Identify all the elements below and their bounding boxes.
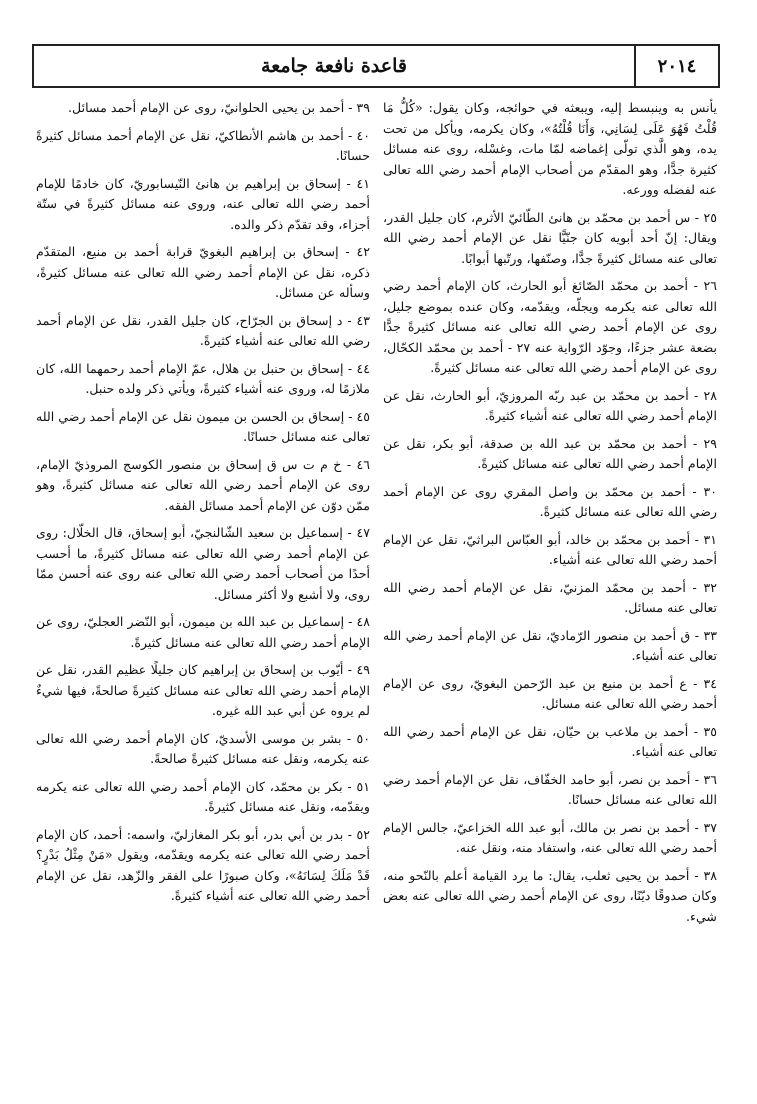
- running-title: قاعدة نافعة جامعة: [261, 55, 407, 77]
- paragraph: ٤٠ - أحمد بن هاشم الأنطاكيّ، نقل عن الإمام أحمد مسائل كثيرةً حسانًا.: [36, 127, 370, 163]
- paragraph: ٣٠ - أحمد بن محمّد بن واصل المقري روى عن الإمام أحمد رضي الله تعالى عنه مسائل كثيرةً.: [383, 483, 717, 519]
- paragraph: ٢٦ - أحمد بن محمّد الصّائغ أبو الحارث، كان الإمام أحمد رضي الله تعالى عنه يكرمه ويجلّه، ويقدّمه، وكان عنده بموضع جليل، روى عن الإمام أحمد رضي الله تعالى عنه مسائل كثيرةً جدًّا بضعة عشر جزءًا، وجوّد الرّواية عنه ٢٧ - أحمد بن محمّد الكحّال، روى عن الإمام أحمد رضي الله تعالى عنه مسائل كثيرةً.: [383, 278, 717, 375]
- paragraph: ٣٥ - أحمد بن ملاعب بن حيّان، نقل عن الإمام أحمد رضي الله تعالى عنه أشياء.: [383, 723, 717, 759]
- paragraph: ٤٦ - خ م ت س ق إسحاق بن منصور الكوسج المروذيّ الإمام، روى عن الإمام أحمد رضي الله تعالى عنه مسائل كثيرةً، وهو ممّن دوّن عن الإمام أحمد مسائل الفقه.: [36, 456, 370, 513]
- paragraph: ٣٢ - أحمد بن محمّد المزنيّ، نقل عن الإمام أحمد رضي الله تعالى عنه مسائل.: [383, 579, 717, 615]
- paragraph: ٥٢ - بدر بن أبي بدر، أبو بكر المغازليّ، واسمه: أحمد، كان الإمام أحمد رضي الله تعالى عنه يكرمه ويقدّمه، ويقول «مَنْ مِثْلُ بَدْرٍ؟ قَدْ مَلَكَ لِسَانَهُ»، وكان صبورًا على الفقر والزّهد، نقل عن الإمام أحمد رضي الله تعالى عنه أشياء كثيرةً.: [36, 826, 370, 903]
- paragraph: ٣٦ - أحمد بن نصر، أبو حامد الخفّاف، نقل عن الإمام أحمد رضي الله تعالى عنه مسائل حسانًا.: [383, 771, 717, 807]
- paragraph: ٣١ - أحمد بن محمّد بن خالد، أبو العبّاس البراثيّ، نقل عن الإمام أحمد رضي الله تعالى عنه أشياء.: [383, 531, 717, 567]
- page-number: ٢٠١٤: [634, 46, 718, 86]
- paragraph: ٣٤ - ع أحمد بن منيع بن عبد الرّحمن البغويّ، روى عن الإمام أحمد رضي الله تعالى عنه مسائل.: [383, 675, 717, 711]
- paragraph: ٤٧ - إسماعيل بن سعيد الشّالنجيّ، أبو إسحاق، قال الخلّال: روى عن الإمام أحمد رضي الله تعالى عنه مسائل كثيرةً، ما أحسب أحدًا من أصحاب أحمد رضي الله تعالى عنه روى عنه أحسن ممّا روى، ولا أشبع ولا أكثر مسائل.: [36, 525, 370, 602]
- paragraph: ٤٢ - إسحاق بن إبراهيم البغويّ قرابة أحمد بن منيع، المتقدّم ذكره، نقل عن الإمام أحمد رضي الله تعالى عنه مسائل كثيرةً، وسأله عن مسائل.: [36, 244, 370, 300]
- paragraph: ٢٥ - س أحمد بن محمّد بن هانئ الطّائيّ الأثرم، كان جليل القدر، ويقال: إنّ أحد أبويه كان جنّيًّا نقل عن الإمام أحمد رضي الله تعالى عنه مسائل كثيرةً جدًّا، وصنّفها، ورتّبها أبوابًا.: [383, 209, 717, 266]
- paragraph: ٣٩ - أحمد بن يحيى الحلوانيّ، روى عن الإمام أحمد مسائل.: [68, 100, 370, 115]
- paragraph: ٤١ - إسحاق بن إبراهيم بن هانئ النّيسابوريّ، كان خادمًا للإمام أحمد رضي الله تعالى عنه، وروى عنه مسائل كثيرةً في ستّة أجزاء، وقد تقدّم ذكر والده.: [36, 175, 370, 232]
- paragraph: ٣٧ - أحمد بن نصر بن مالك، أبو عبد الله الخزاعيّ، جالس الإمام أحمد رضي الله تعالى عنه، واستفاد منه، ونقل عنه.: [383, 819, 717, 855]
- left-column: [36, 98, 370, 914]
- paragraph: ٤٥ - إسحاق بن الحسن بن ميمون نقل عن الإمام أحمد رضي الله تعالى عنه مسائل حسانًا.: [36, 408, 370, 444]
- right-column: [383, 98, 717, 934]
- paragraph: ٤٤ - إسحاق بن حنبل بن هلال، عمّ الإمام أحمد رحمهما الله، كان ملازمًا له، وروى عنه أشياء كثيرةً، ويأتي ذكر ولده حنبل.: [36, 360, 370, 396]
- paragraph: ٢٨ - أحمد بن محمّد بن عبد ربّه المروزيّ، أبو الحارث، نقل عن الإمام أحمد رضي الله تعالى عنه أشياء كثيرةً.: [383, 387, 717, 423]
- paragraph: ٤٣ - د إسحاق بن الجرّاح، كان جليل القدر، نقل عن الإمام أحمد رضي الله تعالى عنه أشياء كثيرةً.: [36, 312, 370, 348]
- paragraph: ٢٩ - أحمد بن محمّد بن عبد الله بن صدقة، أبو بكر، نقل عن الإمام أحمد رضي الله تعالى عنه مسائل كثيرةً.: [383, 435, 717, 471]
- paragraph: ٥٠ - بشر بن موسى الأسديّ، كان الإمام أحمد رضي الله تعالى عنه يكرمه، ونقل عنه مسائل كثيرةً صالحةً.: [36, 730, 370, 766]
- running-header: [32, 44, 720, 88]
- paragraph: ٣٣ - ق أحمد بن منصور الرّماديّ، نقل عن الإمام أحمد رضي الله تعالى عنه أشياء.: [383, 627, 717, 663]
- paragraph: ٤٨ - إسماعيل بن عبد الله بن ميمون، أبو النّضر العجليّ، روى عن الإمام أحمد رضي الله تعالى عنه مسائل كثيرةً.: [36, 614, 370, 650]
- paragraph: ٣٨ - أحمد بن يحيى ثعلب، يقال: ما يرد القيامة أعلم بالنّحو منه، وكان صدوقًا ديّنًا، روى عن الإمام أحمد رضي الله تعالى عنه بعض شيء.: [383, 867, 717, 924]
- paragraph: ٥١ - بكر بن محمّد، كان الإمام أحمد رضي الله تعالى عنه يكرمه ويقدّمه، ونقل عنه مسائل كثيرةً.: [36, 778, 370, 814]
- paragraph: يأنس به وينبسط إليه، ويبعثه في حوائجه، وكان يقول: «كُلُّ مَا قُلْتُ فَهُوَ عَلَى لِسَانِي، وَأَنَا قُلْتُهُ»، وكان يكرمه، ويأكل من تحت يده، وهو الَّذي تولّى إغماضه لمّا مات، وغسْله، روى عنه مسائل كثيرة جدًّا، وهو المقدّم من أصحاب الإمام أحمد رضي الله تعالى عنه لفضله وورعه.: [383, 100, 717, 197]
- paragraph: ٤٩ - أيّوب بن إسحاق بن إبراهيم كان جليلًا عظيم القدر، نقل عن الإمام أحمد رضي الله تعالى عنه مسائل كثيرةً صالحةً، فيها شيءٌ لم يروه عن أبي عبد الله غيره.: [36, 662, 370, 718]
